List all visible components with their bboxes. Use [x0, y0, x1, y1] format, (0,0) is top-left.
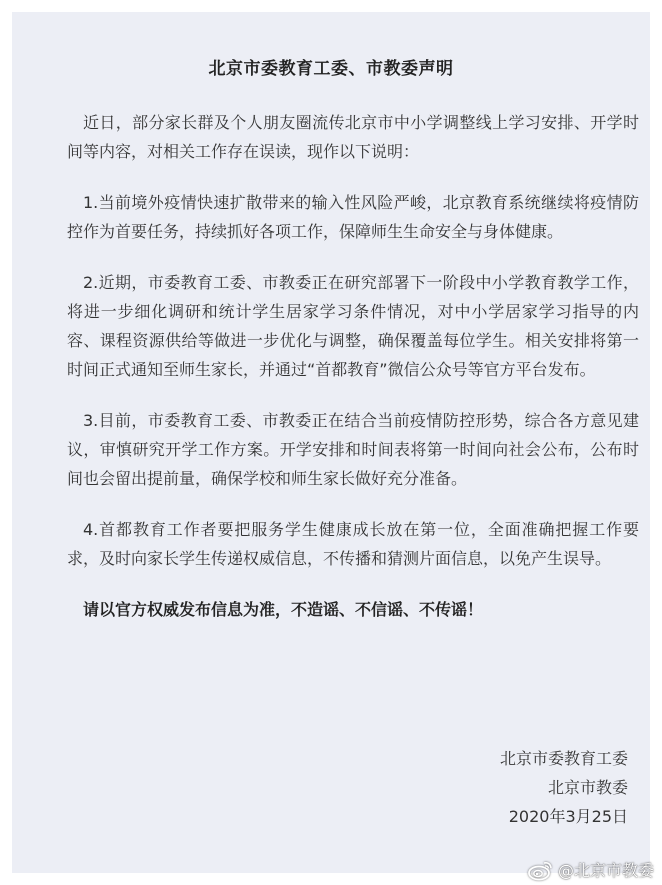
signature-date: 2020年3月25日: [508, 807, 628, 826]
signature-block: [500, 744, 628, 831]
document-title: 北京市委教育工委、市教委声明: [208, 59, 454, 79]
weibo-icon: [528, 859, 554, 881]
paragraph-item-4: 4.首都教育工作者要把服务学生健康成长放在第一位，全面准确把握工作要求，及时向家长学生传递权威信息，不传播和猜测片面信息，以免产生误导。: [67, 520, 639, 568]
weibo-watermark: [528, 858, 654, 881]
document-page: [12, 12, 650, 873]
paragraph-item-1: 1.当前境外疫情快速扩散带来的输入性风险严峻，北京教育系统继续将疫情防控作为首要任务，持续抓好各项工作，保障师生生命安全与身体健康。: [67, 193, 639, 241]
paragraph-item-2: 2.近期，市委教育工委、市教委正在研究部署下一阶段中小学教育教学工作，将进一步细化调研和统计学生居家学习条件情况，对中小学居家学习指导的内容、课程资源供给等做进一步优化与调整，确保覆盖每位学生。相关安排将第一时间正式通知至师生家长，并通过“首都教育”微信公众号等官方平台发布。: [67, 273, 639, 379]
emphasis-statement: 请以官方权威发布信息为准，不造谣、不信谣、不传谣！: [83, 600, 484, 619]
document-body: [67, 108, 639, 646]
paragraph-item-3: 3.目前，市委教育工委、市教委正在结合当前疫情防控形势，综合各方意见建议，审慎研究开学工作方案。开学安排和时间表将第一时间向社会公布，公布时间也会留出提前量，确保学校和师生家长做好充分准备。: [67, 411, 639, 488]
paragraph-intro: 近日，部分家长群及个人朋友圈流传北京市中小学调整线上学习安排、开学时间等内容，对相关工作存在误读，现作以下说明：: [67, 113, 639, 161]
watermark-text: @北京市教委: [557, 861, 654, 880]
signature-org-1: 北京市委教育工委: [499, 749, 628, 768]
signature-org-2: 北京市教委: [547, 778, 628, 797]
